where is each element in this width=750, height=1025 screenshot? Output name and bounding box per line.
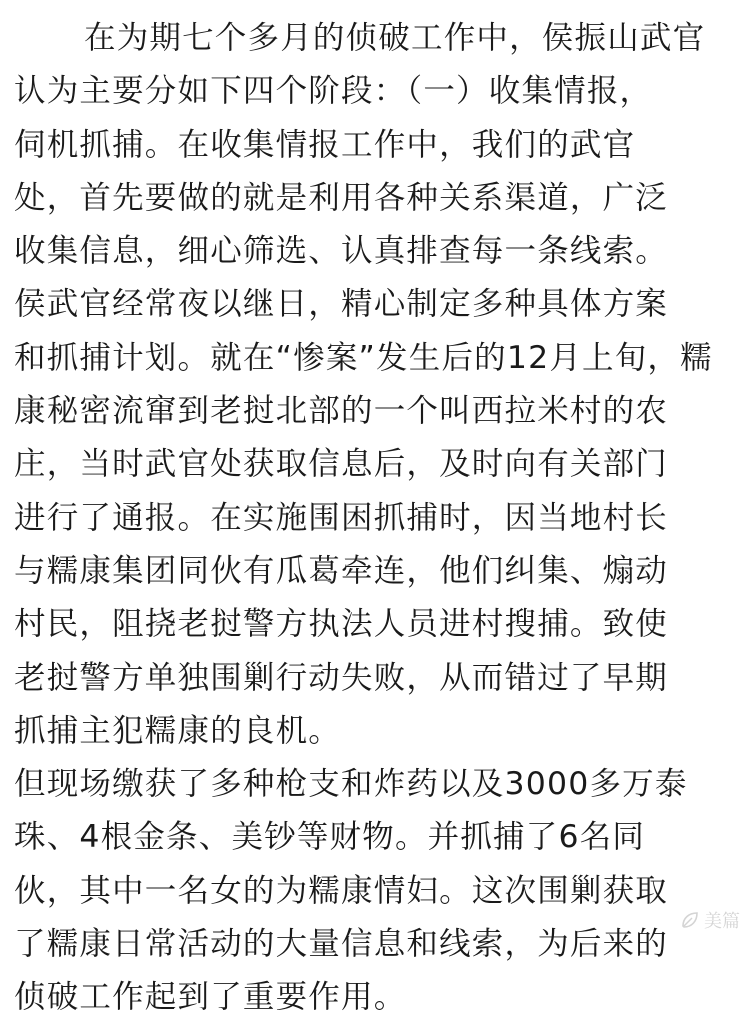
paragraph-line: 侯武官经常夜以继日，精心制定多种具体方案 [14,286,669,323]
paragraph-line: 伙，其中一名女的为糯康情妇。这次围剿获取 [14,872,669,909]
paragraph-line: 但现场缴获了多种枪支和炸药以及3000多万泰 [14,766,688,803]
paragraph-line: 与糯康集团同伙有瓜葛牵连，他们纠集、煽动 [14,552,669,589]
watermark [680,907,740,933]
paragraph-line: 老挝警方单独围剿行动失败，从而错过了早期 [14,659,669,696]
paragraph-line: 庄，当时武官处获取信息后，及时向有关部门 [14,446,669,483]
paragraph-line: 侦破工作起到了重要作用。 [14,979,407,1016]
paragraph-line: 在为期七个多月的侦破工作中，侯振山武官 [84,20,706,56]
article-body [14,12,738,1025]
paragraph-line: 和抓捕计划。就在“惨案”发生后的12月上旬，糯 [14,339,713,376]
paragraph-line: 伺机抓捕。在收集情报工作中，我们的武官 [14,126,636,163]
watermark-text: 美篇 [704,911,740,932]
paragraph-line: 认为主要分如下四个阶段：（一）收集情报， [14,73,653,110]
paragraph-line: 了糯康日常活动的大量信息和线索，为后来的 [14,926,669,963]
paragraph-line: 收集信息，细心筛选、认真排查每一条线索。 [14,233,669,270]
paragraph-line: 处，首先要做的就是利用各种关系渠道，广泛 [14,179,669,216]
paragraph-line: 抓捕主犯糯康的良机。 [14,712,342,749]
leaf-logo-icon [680,910,700,930]
paragraph-line: 村民，阻挠老挝警方执法人员进村搜捕。致使 [14,606,669,643]
paragraph-line: 进行了通报。在实施围困抓捕时，因当地村长 [14,499,669,536]
paragraph-line: 珠、4根金条、美钞等财物。并抓捕了6名同 [14,819,646,856]
paragraph-line: 康秘密流窜到老挝北部的一个叫西拉米村的农 [14,393,669,430]
